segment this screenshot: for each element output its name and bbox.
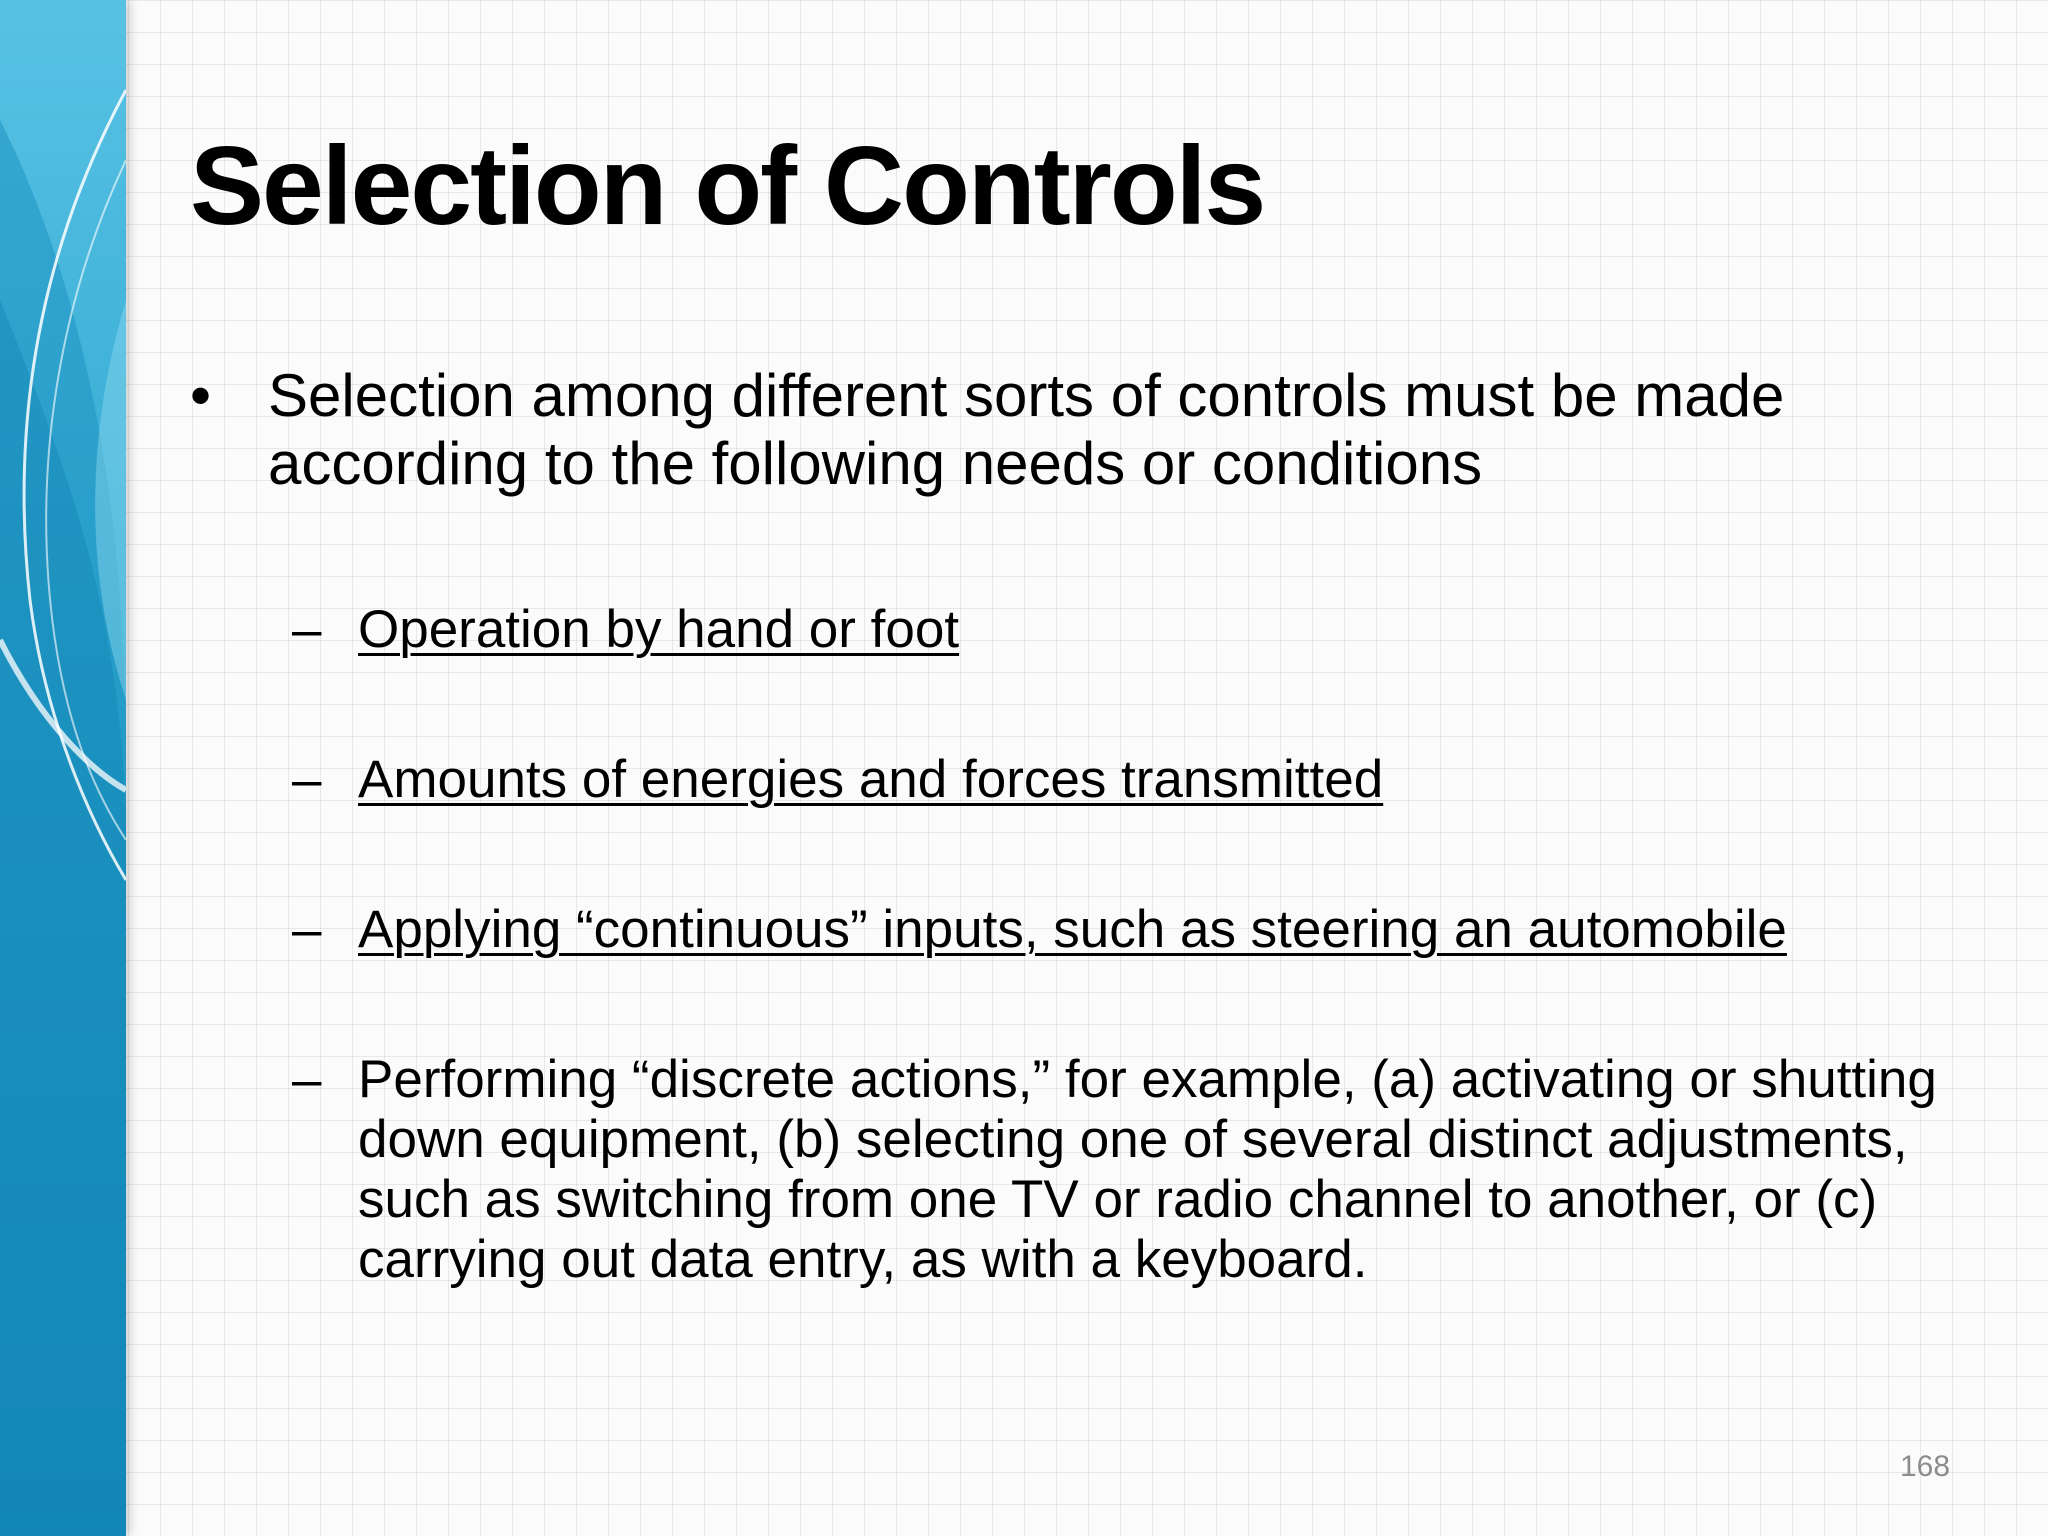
main-bullet-text: Selection among different sorts of controls must be made according to the following needs or conditions bbox=[268, 362, 1785, 497]
sub-bullet-hand-or-foot bbox=[292, 600, 1972, 660]
sub-bullet-text: Performing “discrete actions,” for example, (a) activating or shutting down equipment, (b) selecting one of several distinct adjustments, such as switching from one TV or radio channel to another, or (c) carrying out data entry, as with a keyboard. bbox=[358, 1050, 1937, 1289]
page-number: 168 bbox=[1900, 1450, 1951, 1483]
sub-bullet-continuous-inputs bbox=[292, 900, 1972, 960]
sidebar-swoosh-graphic bbox=[0, 0, 126, 1536]
sub-bullet-text: Operation by hand or foot bbox=[358, 600, 960, 659]
sub-bullet-text: Amounts of energies and forces transmitted bbox=[358, 750, 1384, 809]
slide-title: Selection of Controls bbox=[190, 124, 1265, 248]
decorative-sidebar bbox=[0, 0, 126, 1536]
dash-marker: – bbox=[292, 600, 322, 659]
dash-marker: – bbox=[292, 750, 322, 809]
dash-marker: – bbox=[292, 1050, 322, 1109]
bullet-marker: • bbox=[190, 362, 212, 429]
main-bullet bbox=[190, 362, 1950, 498]
sub-bullet-discrete-actions bbox=[292, 1050, 1972, 1290]
sub-bullet-text: Applying “continuous” inputs, such as steering an automobile bbox=[358, 900, 1787, 959]
sub-bullet-energies-forces bbox=[292, 750, 1972, 810]
dash-marker: – bbox=[292, 900, 322, 959]
